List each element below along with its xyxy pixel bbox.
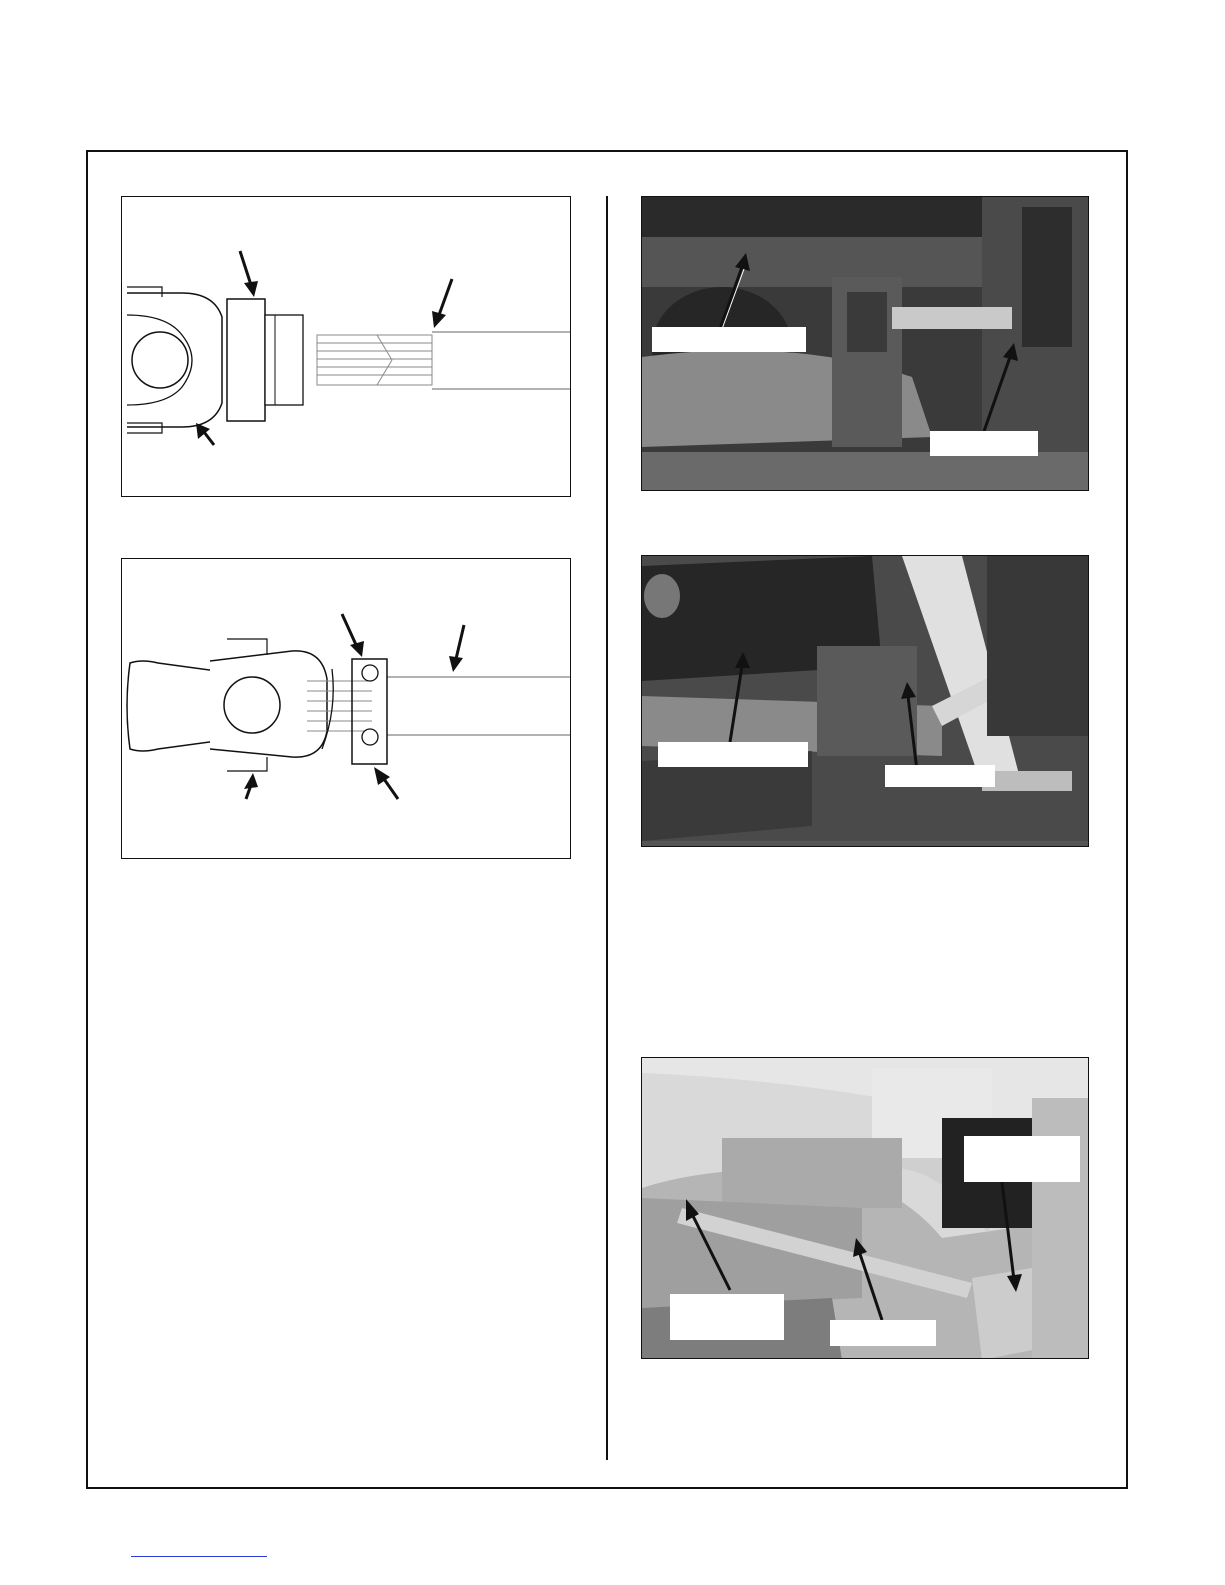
- driveline-connected-figure: [121, 558, 571, 859]
- callout-label: [885, 765, 995, 787]
- callout-label: [830, 1320, 936, 1346]
- callout-label: [670, 1294, 784, 1340]
- hitch-bracket-photo: [641, 555, 1089, 847]
- column-divider: [606, 196, 608, 1460]
- pto-driveline-locked-drawing-icon: [122, 559, 571, 859]
- callout-label: [964, 1136, 1080, 1182]
- deck-lift-linkage-photo: [641, 1057, 1089, 1359]
- pto-driveline-drawing-icon: [122, 197, 571, 497]
- callout-label: [658, 742, 808, 767]
- footer-link-underline[interactable]: [131, 1556, 267, 1557]
- hitch-pin-photo: [641, 196, 1089, 491]
- callout-label: [652, 327, 806, 352]
- driveline-disconnected-figure: [121, 196, 571, 497]
- hitch-bracket-photo-icon: [642, 556, 1089, 847]
- callout-label: [930, 431, 1038, 456]
